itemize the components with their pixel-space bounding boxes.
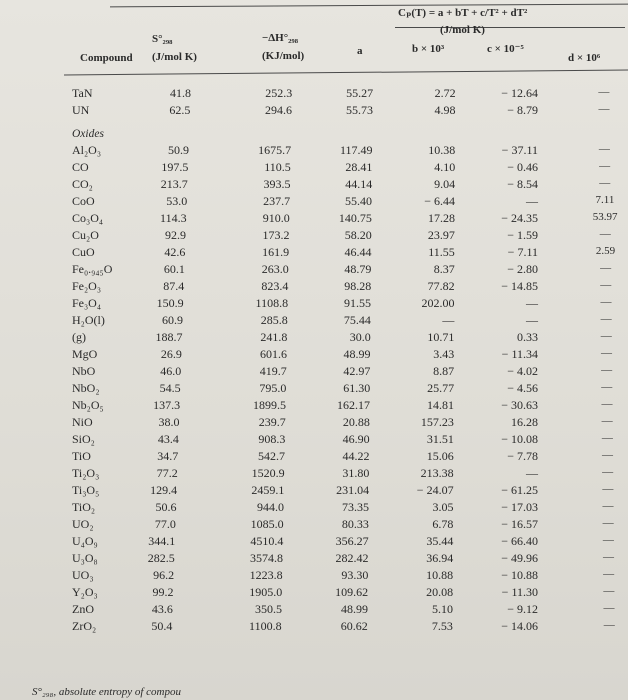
c-cell: − 37.11: [501, 143, 538, 157]
a-cell: 30.0: [349, 330, 371, 344]
b-cell: − 6.44: [424, 194, 456, 208]
dh298-cell: 239.7: [258, 415, 286, 429]
a-cell: 46.44: [344, 245, 372, 259]
d-cell: —: [598, 103, 610, 115]
dh298-cell: 173.2: [262, 228, 290, 242]
a-cell: 48.99: [340, 602, 368, 616]
compound-name: NbO: [72, 364, 96, 378]
b-cell: 9.04: [434, 177, 456, 191]
s298-cell: 60.1: [163, 262, 185, 276]
dh298-cell: 3574.8: [249, 551, 283, 565]
c-cell: − 12.64: [501, 86, 538, 100]
dh298-cell: 1905.0: [249, 585, 283, 599]
table-row: [0, 432, 628, 450]
s298-cell: 41.8: [169, 86, 191, 100]
c-coefficient-header: c × 10⁻⁵: [487, 43, 524, 55]
compound-name: Co₃O₄: [72, 211, 104, 225]
d-cell: —: [599, 228, 611, 240]
a-cell: 60.62: [340, 619, 368, 633]
table-row: [0, 381, 628, 399]
s298-cell: 60.9: [162, 313, 184, 327]
dh298-cell: 601.6: [260, 347, 288, 361]
a-cell: 58.20: [344, 228, 372, 242]
b-cell: 4.10: [434, 160, 456, 174]
cp-units-header: (J/mol K): [440, 24, 485, 36]
table-row: [0, 398, 628, 416]
s298-cell: 34.7: [157, 449, 179, 463]
d-cell: —: [602, 517, 614, 529]
c-cell: − 4.02: [507, 364, 538, 378]
c-cell: —: [526, 466, 538, 480]
c-cell: 16.28: [511, 415, 538, 429]
table-row: [0, 602, 628, 620]
b-cell: 213.38: [420, 466, 454, 480]
dh298-cell: 419.7: [259, 364, 287, 378]
b-coefficient-header: b × 10³: [412, 43, 445, 55]
b-cell: 23.97: [427, 228, 455, 242]
a-cell: 44.14: [345, 177, 373, 191]
s298-cell: 77.2: [156, 466, 178, 480]
a-cell: 55.27: [346, 86, 374, 100]
table-row: [0, 619, 628, 637]
b-cell: 10.71: [427, 330, 455, 344]
a-cell: 55.40: [345, 194, 373, 208]
dh298-cell: 910.0: [262, 211, 290, 225]
s298-header: S°₂₉₈: [152, 33, 173, 45]
a-cell: 117.49: [340, 143, 373, 157]
d-cell: —: [602, 466, 614, 478]
c-cell: − 9.12: [507, 602, 538, 616]
table-row: [0, 245, 628, 263]
d-cell: 7.11: [595, 194, 615, 206]
d-cell: —: [599, 160, 611, 172]
s298-cell: 54.5: [159, 381, 181, 395]
d-cell: —: [602, 534, 614, 546]
dh298-cell: 1675.7: [258, 143, 292, 157]
b-cell: 20.08: [426, 585, 454, 599]
a-cell: 356.27: [335, 534, 369, 548]
a-cell: 44.22: [342, 449, 370, 463]
s298-cell: 38.0: [158, 415, 180, 429]
b-cell: 8.87: [433, 364, 455, 378]
compound-name: Fe₀.₉₄₅O: [72, 262, 113, 276]
a-cell: 48.79: [344, 262, 372, 276]
s298-cell: 50.4: [151, 619, 173, 633]
b-cell: 5.10: [431, 602, 453, 616]
s298-cell: 50.6: [155, 500, 177, 514]
b-cell: 36.94: [426, 551, 454, 565]
compound-name: UO₂: [72, 517, 94, 531]
c-cell: − 11.30: [501, 585, 538, 599]
c-cell: − 2.80: [507, 262, 538, 276]
s298-cell: 53.0: [166, 194, 188, 208]
a-cell: 93.30: [341, 568, 369, 582]
c-cell: − 17.03: [501, 500, 538, 514]
s298-cell: 77.0: [154, 517, 176, 531]
oxides-section-label: Oxides: [72, 128, 104, 140]
dh298-units-header: (KJ/mol): [262, 50, 305, 62]
table-row: [0, 534, 628, 552]
a-coefficient-header: a: [357, 45, 363, 57]
d-cell: —: [603, 602, 615, 614]
dh298-cell: 1899.5: [253, 398, 287, 412]
d-cell: —: [602, 483, 614, 495]
s298-cell: 50.9: [167, 143, 189, 157]
s298-cell: 62.5: [169, 103, 191, 117]
c-cell: 0.33: [517, 330, 538, 344]
a-cell: 140.75: [338, 211, 372, 225]
table-row: [0, 449, 628, 467]
dh298-cell: 4510.4: [250, 534, 284, 548]
s298-cell: 197.5: [161, 160, 189, 174]
s298-cell: 46.0: [160, 364, 182, 378]
c-cell: − 8.54: [507, 177, 538, 191]
b-cell: 10.88: [426, 568, 454, 582]
table-row: [0, 415, 628, 433]
b-cell: —: [442, 313, 455, 327]
table-row: [0, 466, 628, 484]
a-cell: 162.17: [337, 398, 371, 412]
a-cell: 109.62: [335, 585, 369, 599]
compound-header: Compound: [80, 52, 133, 64]
b-cell: 77.82: [427, 279, 455, 293]
d-cell: —: [600, 313, 612, 325]
d-cell: —: [603, 551, 614, 563]
d-cell: 2.59: [595, 245, 616, 257]
compound-name: U₃O₈: [72, 551, 98, 565]
a-cell: 61.30: [343, 381, 371, 395]
s298-cell: 344.1: [148, 534, 176, 548]
a-cell: 98.28: [344, 279, 372, 293]
a-cell: 48.99: [343, 347, 371, 361]
c-cell: − 1.59: [507, 228, 538, 242]
compound-name: (g): [72, 330, 86, 344]
d-cell: —: [601, 415, 613, 427]
header-bottom-rule: [64, 70, 628, 76]
b-cell: 3.43: [433, 347, 455, 361]
dh298-cell: 393.5: [263, 177, 291, 191]
dh298-cell: 908.3: [258, 432, 286, 446]
s298-cell: 114.3: [160, 211, 187, 225]
table-row: [0, 347, 628, 365]
dh298-cell: 1100.8: [249, 619, 282, 633]
s298-cell: 137.3: [153, 398, 181, 412]
compound-name: Fe₂O₃: [72, 279, 102, 293]
table-row: [0, 211, 628, 229]
compound-name: TiO₂: [72, 500, 96, 514]
d-cell: —: [600, 296, 612, 308]
compound-name: SiO₂: [72, 432, 95, 446]
b-cell: 11.55: [428, 245, 455, 259]
d-cell: —: [603, 585, 615, 597]
compound-name: TiO: [72, 449, 91, 463]
c-cell: − 24.35: [501, 211, 538, 225]
dh298-cell: 1520.9: [251, 466, 285, 480]
compound-name: ZnO: [72, 602, 94, 616]
c-cell: —: [526, 194, 538, 208]
table-row: [0, 160, 628, 178]
c-cell: − 11.34: [501, 347, 538, 361]
compound-name: NiO: [72, 415, 93, 429]
compound-name: CO: [72, 160, 89, 174]
compound-name: Fe₃O₄: [72, 296, 102, 310]
compound-name: NbO₂: [72, 381, 100, 395]
compound-name: Cu₂O: [72, 228, 99, 242]
dh298-cell: 285.8: [260, 313, 288, 327]
a-cell: 80.33: [341, 517, 369, 531]
b-cell: 14.81: [427, 398, 454, 412]
a-cell: 20.88: [342, 415, 370, 429]
b-cell: 17.28: [427, 211, 455, 225]
b-cell: 4.98: [434, 103, 456, 117]
dh298-header: −ΔH°₂₉₈: [262, 32, 299, 44]
compound-name: Nb₂O₅: [72, 398, 104, 412]
cp-formula-header: Cₚ(T) = a + bT + c/T² + dT²: [398, 7, 528, 19]
s298-cell: 26.9: [160, 347, 182, 361]
table-row: [0, 330, 628, 348]
dh298-cell: 252.3: [265, 86, 293, 100]
c-cell: − 8.79: [507, 103, 538, 117]
a-cell: 46.90: [342, 432, 370, 446]
b-cell: 157.23: [420, 415, 454, 429]
compound-name: CO₂: [72, 177, 93, 191]
c-cell: − 14.85: [501, 279, 538, 293]
dh298-cell: 795.0: [259, 381, 287, 395]
dh298-cell: 944.0: [257, 500, 284, 514]
table-row: [0, 194, 628, 212]
d-cell: —: [603, 619, 615, 631]
b-cell: 3.05: [432, 500, 454, 514]
s298-cell: 96.2: [153, 568, 175, 582]
d-cell: —: [599, 177, 611, 189]
s298-cell: 213.7: [160, 177, 188, 191]
b-cell: 15.06: [426, 449, 454, 463]
table-row: [0, 228, 628, 246]
compound-name: UO₃: [72, 568, 94, 582]
c-cell: − 10.88: [501, 568, 538, 582]
d-cell: —: [603, 568, 615, 580]
table-row: [0, 296, 628, 314]
compound-name: CuO: [72, 245, 95, 259]
d-cell: —: [600, 279, 612, 291]
a-cell: 31.80: [342, 466, 370, 480]
dh298-cell: 263.0: [261, 262, 289, 276]
dh298-cell: 294.6: [264, 103, 292, 117]
table-row: [0, 262, 628, 280]
b-cell: 35.44: [426, 534, 454, 548]
d-cell: —: [601, 381, 613, 393]
dh298-cell: 1085.0: [250, 517, 284, 531]
compound-name: CoO: [72, 194, 95, 208]
table-row: [0, 177, 628, 195]
d-cell: —: [600, 347, 612, 359]
a-cell: 55.73: [345, 103, 373, 117]
c-cell: —: [526, 313, 538, 327]
b-cell: 7.53: [431, 619, 453, 633]
d-cell: 53.97: [592, 211, 618, 223]
s298-cell: 92.9: [165, 228, 187, 242]
s298-units-header: (J/mol K): [152, 51, 197, 63]
table-row: [0, 364, 628, 382]
b-cell: 6.78: [432, 517, 454, 531]
a-cell: 75.44: [343, 313, 371, 327]
c-cell: − 16.57: [501, 517, 538, 531]
s298-cell: 150.9: [156, 296, 184, 310]
dh298-cell: 110.5: [264, 160, 291, 174]
dh298-cell: 1108.8: [255, 296, 289, 310]
dh298-cell: 350.5: [254, 602, 282, 616]
header-top-rule: [110, 4, 628, 8]
d-coefficient-header: d × 10⁶: [568, 52, 601, 64]
dh298-cell: 2459.1: [251, 483, 285, 497]
c-cell: − 7.11: [507, 245, 538, 259]
b-cell: 31.51: [426, 432, 454, 446]
dh298-cell: 1223.8: [249, 568, 283, 582]
compound-name: UN: [72, 103, 90, 117]
dh298-cell: 237.7: [263, 194, 291, 208]
d-cell: —: [602, 500, 614, 512]
compound-name: Ti₂O₃: [72, 466, 100, 480]
d-cell: —: [600, 262, 612, 274]
b-cell: 25.77: [427, 381, 455, 395]
a-cell: 91.55: [344, 296, 372, 310]
dh298-cell: 542.7: [258, 449, 286, 463]
d-cell: —: [601, 449, 613, 461]
s298-cell: 188.7: [155, 330, 183, 344]
a-cell: 231.04: [336, 483, 370, 497]
d-cell: —: [598, 86, 610, 98]
compound-name: TaN: [72, 86, 93, 100]
s298-cell: 43.6: [151, 602, 173, 616]
c-cell: − 10.08: [501, 432, 538, 446]
d-cell: —: [600, 330, 612, 342]
dh298-cell: 161.9: [262, 245, 290, 259]
a-cell: 42.97: [343, 364, 371, 378]
c-cell: − 14.06: [501, 619, 538, 633]
s298-cell: 87.4: [163, 279, 185, 293]
b-cell: 2.72: [434, 86, 456, 100]
c-cell: − 4.56: [507, 381, 538, 395]
compound-name: H₂O(l): [72, 313, 105, 327]
a-cell: 73.35: [342, 500, 369, 514]
table-row: [0, 568, 628, 586]
b-cell: 202.00: [421, 296, 455, 310]
b-cell: 10.38: [428, 143, 456, 157]
compound-name: Ti₃O₅: [72, 483, 100, 497]
b-cell: 8.37: [433, 262, 455, 276]
dh298-cell: 241.8: [260, 330, 288, 344]
s298-cell: 42.6: [164, 245, 186, 259]
a-cell: 282.42: [335, 551, 369, 565]
d-cell: —: [601, 364, 613, 376]
dh298-cell: 823.4: [261, 279, 289, 293]
table-row: [0, 500, 628, 518]
b-cell: − 24.07: [416, 483, 454, 497]
compound-name: Al₂O₃: [72, 143, 102, 157]
table-row: [0, 103, 628, 121]
c-cell: − 66.40: [501, 534, 538, 548]
c-cell: − 0.46: [507, 160, 538, 174]
table-row: [0, 143, 628, 161]
table-row: [0, 313, 628, 331]
c-cell: − 30.63: [501, 398, 538, 412]
table-row: [0, 551, 628, 569]
s298-cell: 99.2: [152, 585, 174, 599]
table-row: [0, 483, 628, 501]
s298-cell: 282.5: [147, 551, 175, 565]
c-cell: − 7.78: [507, 449, 538, 463]
compound-name: U₄O₉: [72, 534, 98, 548]
table-row: [0, 517, 628, 535]
a-cell: 28.41: [345, 160, 373, 174]
table-row: [0, 86, 628, 104]
footnote: S°₂₉₈, absolute entropy of compou: [32, 686, 181, 698]
compound-name: MgO: [72, 347, 98, 361]
cp-group-rule: [395, 27, 625, 28]
compound-name: ZrO₂: [72, 619, 97, 633]
c-cell: —: [526, 296, 538, 310]
table-row: [0, 585, 628, 603]
table-row: [0, 279, 628, 297]
d-cell: —: [601, 432, 613, 444]
s298-cell: 43.4: [157, 432, 179, 446]
c-cell: − 61.25: [501, 483, 538, 497]
compound-name: Y₂O₃: [72, 585, 98, 599]
c-cell: − 49.96: [501, 551, 538, 565]
d-cell: —: [601, 398, 613, 410]
s298-cell: 129.4: [150, 483, 178, 497]
d-cell: —: [598, 143, 610, 155]
